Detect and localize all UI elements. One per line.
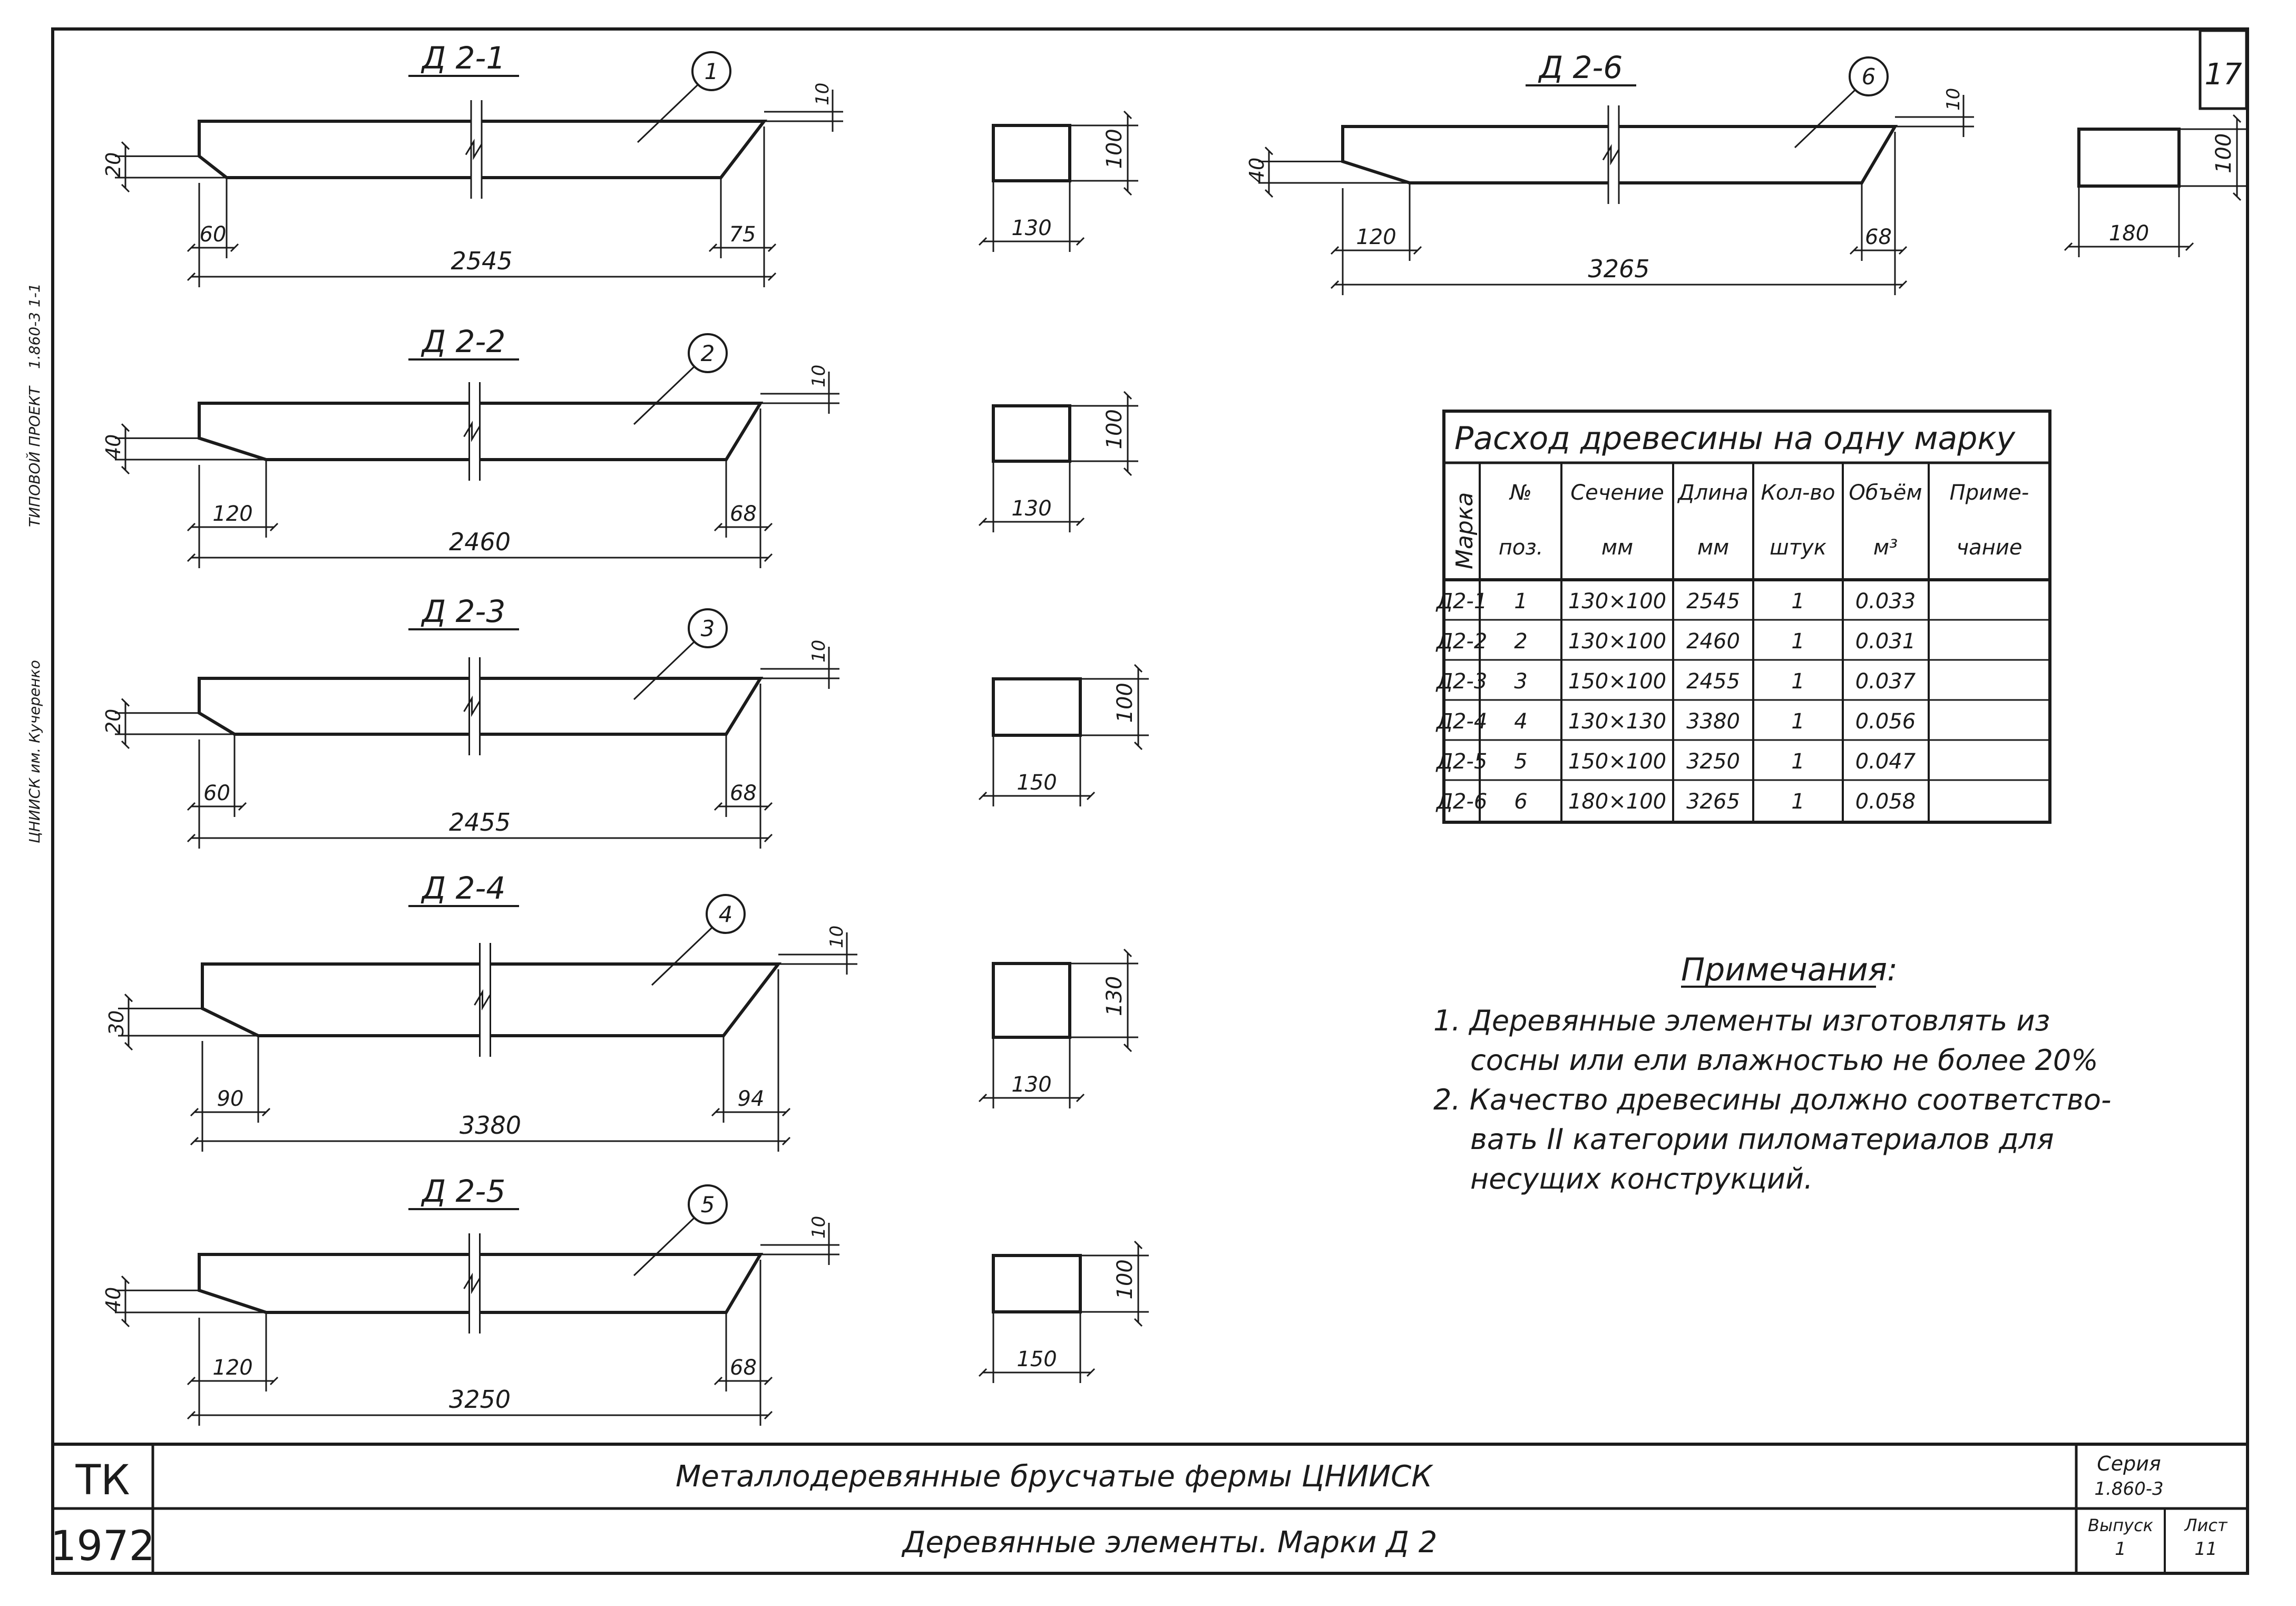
left-height-label: 40 [1245, 157, 1268, 183]
length-label: 2545 [451, 247, 513, 275]
section-outline [993, 679, 1080, 735]
sheet-label: Лист [2184, 1515, 2227, 1535]
cell-section: 130×100 [1568, 589, 1667, 614]
section-d2-6 [2068, 119, 2248, 257]
position-number: 3 [700, 616, 715, 641]
cell-length: 2460 [1686, 629, 1740, 654]
cell-section: 130×130 [1568, 709, 1667, 734]
top-bevel-label: 10 [826, 925, 847, 948]
cell-section: 130×100 [1568, 629, 1667, 654]
top-bevel-label: 10 [808, 1215, 829, 1239]
header-qty-bottom: штук [1770, 536, 1826, 560]
position-number: 5 [700, 1192, 715, 1218]
left-cut-label: 120 [1356, 225, 1396, 249]
section-width-label: 130 [1011, 216, 1052, 240]
section-height-label: 100 [2212, 133, 2236, 173]
position-leader [634, 1218, 694, 1276]
position-number: 1 [704, 59, 719, 84]
left-height-label: 30 [105, 1010, 128, 1036]
beam-d2-3 [102, 593, 1149, 849]
section-outline [2079, 129, 2179, 186]
header-volume-top: Объём [1849, 481, 1922, 505]
break-gap [470, 657, 480, 755]
cell-mark: Д2-1 [1436, 589, 1488, 614]
cell-length: 2545 [1686, 589, 1740, 614]
cell-qty: 1 [1791, 589, 1805, 614]
break-gap [470, 382, 480, 481]
header-mark: Марка [1451, 492, 1478, 569]
cell-volume: 0.033 [1855, 589, 1916, 614]
section-width-label: 150 [1017, 1347, 1057, 1371]
break-gap [470, 1233, 480, 1334]
cell-qty: 1 [1791, 750, 1805, 774]
cell-pos: 5 [1514, 750, 1528, 774]
cell-section: 180×100 [1568, 790, 1667, 814]
cell-length: 3250 [1686, 750, 1740, 774]
notes-block [1433, 951, 2111, 1195]
position-leader [1795, 90, 1855, 148]
issue-label: Выпуск [2088, 1515, 2153, 1535]
section-outline [993, 1255, 1080, 1312]
note-line-1: 1. Деревянные элементы изготовлять из [1433, 1004, 2050, 1037]
section-d2-1 [983, 115, 1138, 252]
left-height-label: 20 [102, 708, 125, 734]
beam-title: Д 2-1 [422, 40, 506, 76]
beam-d2-6 [1245, 50, 2248, 295]
top-bevel-label: 10 [808, 364, 829, 387]
break-gap [1608, 105, 1619, 204]
length-label: 3380 [459, 1111, 522, 1140]
margin-note-project: ТИПОВОЙ ПРОЕКТ [26, 386, 43, 527]
beam-title: Д 2-2 [422, 324, 506, 359]
right-cut-label: 68 [730, 502, 757, 526]
header-note-top: Приме- [1949, 481, 2029, 505]
margin-note-author: ЦНИИСК им. Кучеренко [26, 660, 43, 843]
beam-d2-4 [105, 870, 1138, 1152]
cell-qty: 1 [1791, 629, 1805, 654]
cell-pos: 6 [1514, 790, 1528, 814]
right-cut-label: 68 [730, 1356, 757, 1380]
right-cut-label: 68 [1865, 225, 1892, 249]
header-qty-top: Кол-во [1761, 481, 1835, 505]
length-label: 2455 [448, 808, 511, 836]
beam-title: Д 2-5 [422, 1173, 506, 1209]
title-block [51, 1444, 2248, 1573]
header-volume-bottom: м³ [1873, 536, 1898, 560]
table-title: Расход древесины на одну марку [1454, 420, 2016, 457]
cell-section: 150×100 [1568, 669, 1667, 694]
sheet-number-box [2200, 31, 2246, 109]
series-label: Серия [2097, 1452, 2161, 1475]
right-cut-label: 94 [737, 1087, 765, 1111]
position-leader [634, 642, 694, 699]
cell-mark: Д2-5 [1436, 750, 1488, 774]
beam-title: Д 2-3 [422, 593, 506, 629]
beam-drawings [102, 40, 2248, 1426]
cell-mark: Д2-3 [1436, 669, 1488, 694]
position-leader [634, 367, 694, 424]
cell-pos: 3 [1514, 669, 1528, 694]
section-outline [993, 963, 1070, 1037]
timber-table [1435, 411, 2050, 822]
left-height-label: 40 [102, 1287, 125, 1312]
left-height-label: 20 [102, 152, 125, 178]
org-code: ТК [75, 1457, 130, 1504]
header-pos-bottom: поз. [1498, 536, 1543, 560]
beam-title: Д 2-6 [1539, 50, 1623, 85]
left-cut-label: 90 [217, 1087, 244, 1111]
note-line-2: сосны или ели влажностью не более 20% [1470, 1044, 2098, 1077]
cell-qty: 1 [1791, 790, 1805, 814]
sheet-frame [50, 29, 2248, 1573]
cell-length: 2455 [1686, 669, 1740, 694]
left-cut-label: 60 [203, 781, 230, 805]
left-cut-label: 120 [212, 1356, 253, 1380]
break-gap [480, 943, 491, 1057]
section-width-label: 180 [2108, 221, 2150, 246]
length-label: 2460 [448, 528, 511, 556]
header-length-top: Длина [1678, 481, 1748, 505]
cell-mark: Д2-4 [1436, 709, 1488, 734]
margin-notes [25, 283, 43, 843]
cell-volume: 0.047 [1855, 750, 1916, 774]
notes-title: Примечания: [1681, 951, 1898, 988]
section-d2-5 [983, 1245, 1149, 1383]
header-section-top: Сечение [1570, 481, 1664, 505]
header-length-bottom: мм [1697, 536, 1730, 560]
section-d2-4 [983, 953, 1138, 1108]
length-label: 3265 [1588, 255, 1650, 283]
position-leader [652, 928, 712, 985]
cell-volume: 0.031 [1855, 629, 1916, 654]
note-line-5: несущих конструкций. [1470, 1162, 1813, 1195]
cell-volume: 0.056 [1855, 709, 1916, 734]
title-line-2: Деревянные элементы. Марки Д 2 [902, 1525, 1438, 1560]
position-number: 6 [1861, 64, 1876, 90]
cell-section: 150×100 [1568, 750, 1667, 774]
section-height-label: 100 [1113, 1259, 1137, 1300]
series-value: 1.860-3 [2094, 1478, 2164, 1500]
cell-qty: 1 [1791, 709, 1805, 734]
section-outline [993, 125, 1070, 181]
cell-mark: Д2-6 [1436, 790, 1488, 814]
section-d2-3 [983, 668, 1149, 806]
cell-mark: Д2-2 [1436, 629, 1488, 654]
section-width-label: 130 [1011, 497, 1052, 521]
section-height-label: 100 [1102, 129, 1127, 169]
position-number: 2 [700, 340, 715, 366]
title-line-1: Металлодеревянные брусчатые фермы ЦНИИСК [676, 1459, 1432, 1494]
cell-length: 3265 [1686, 790, 1740, 814]
issue-value: 1 [2115, 1539, 2126, 1560]
cell-length: 3380 [1686, 709, 1740, 734]
beam-d2-2 [102, 324, 1138, 568]
top-bevel-label: 10 [812, 82, 833, 105]
left-cut-label: 120 [212, 502, 253, 526]
sheet-number: 17 [2204, 57, 2242, 92]
position-leader [638, 85, 698, 142]
margin-note-series: 1.860-3 1-1 [26, 283, 43, 369]
cell-volume: 0.058 [1855, 790, 1916, 814]
section-outline [993, 406, 1070, 461]
cell-volume: 0.037 [1855, 669, 1916, 694]
section-width-label: 150 [1017, 771, 1057, 795]
note-line-4: вать II категории пиломатериалов для [1470, 1123, 2054, 1156]
top-bevel-label: 10 [808, 639, 829, 663]
cell-pos: 4 [1514, 709, 1528, 734]
beam-title: Д 2-4 [422, 870, 506, 906]
position-number: 4 [718, 901, 733, 927]
header-section-bottom: мм [1601, 536, 1634, 560]
right-cut-label: 68 [730, 781, 757, 805]
break-gap [471, 100, 482, 199]
length-label: 3250 [448, 1385, 511, 1414]
section-width-label: 130 [1011, 1073, 1052, 1097]
top-bevel-label: 10 [1943, 87, 1964, 111]
right-cut-label: 75 [729, 222, 756, 247]
cell-qty: 1 [1791, 669, 1805, 694]
cell-pos: 2 [1514, 629, 1528, 654]
left-height-label: 40 [102, 434, 125, 460]
section-d2-2 [983, 395, 1138, 532]
year: 1972 [50, 1523, 155, 1570]
cell-pos: 1 [1514, 589, 1528, 614]
note-line-3: 2. Качество древесины должно соответство- [1433, 1083, 2112, 1116]
section-height-label: 100 [1102, 409, 1127, 450]
beam-d2-5 [102, 1173, 1149, 1426]
beam-d2-1 [102, 40, 1138, 287]
section-height-label: 100 [1113, 683, 1137, 723]
left-cut-label: 60 [199, 222, 227, 247]
header-pos-top: № [1510, 481, 1532, 505]
table-frame [1444, 411, 2050, 822]
sheet-value: 11 [2194, 1539, 2217, 1560]
header-note-bottom: чание [1956, 536, 2023, 560]
section-height-label: 130 [1102, 976, 1127, 1016]
